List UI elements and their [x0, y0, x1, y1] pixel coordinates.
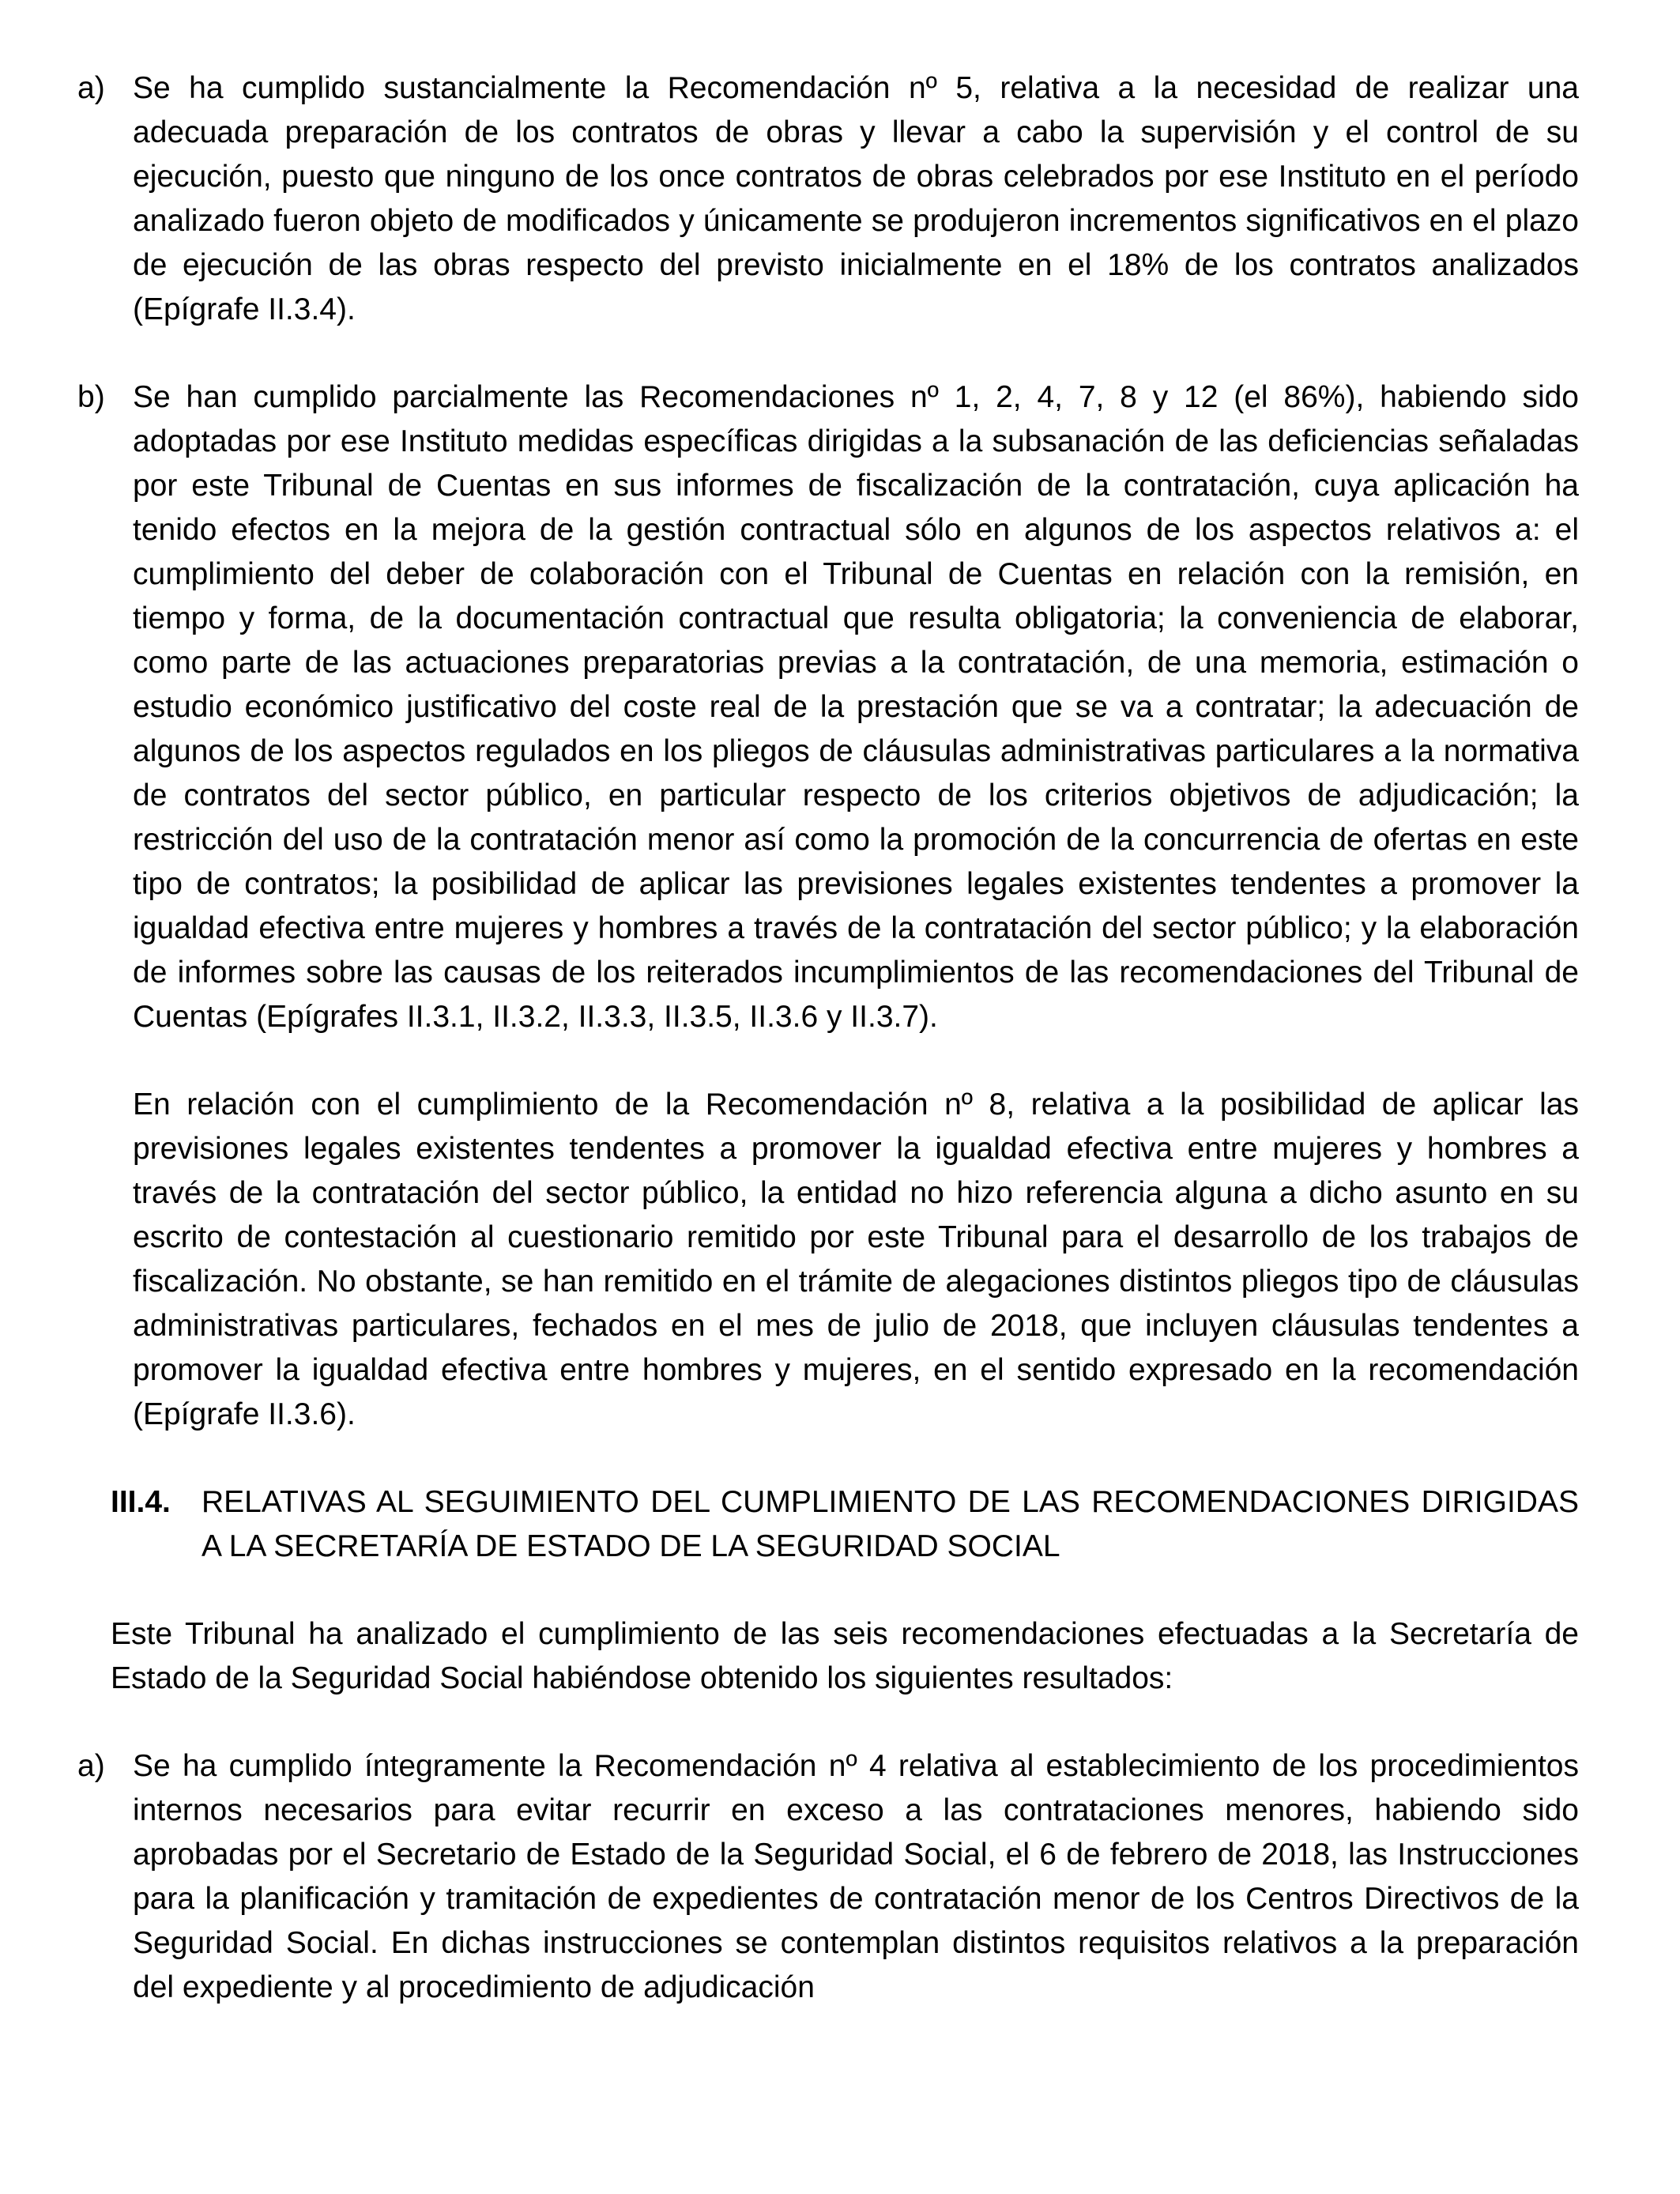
list-item-text: Se han cumplido parcialmente las Recomendaciones nº 1, 2, 4, 7, 8 y 12 (el 86%), habiendo sido adoptadas por ese Instituto medidas específicas dirigidas a la subsanación de las deficiencias señaladas por este Tribunal de Cuentas en sus informes de fiscalización de la contratación, cuya aplicación ha tenido efectos en la mejora de la gestión contractual sólo en algunos de los aspectos relativos a: el cumplimiento del deber de colaboración con el Tribunal de Cuentas en relación con la remisión, en tiempo y forma, de la documentación contractual que resulta obligatoria; la conveniencia de elaborar, como parte de las actuaciones preparatorias previas a la contratación, de una memoria, estimación o estudio económico justificativo del coste real de la prestación que se va a contratar; la adecuación de algunos de los aspectos regulados en los pliegos de cláusulas administrativas particulares a la normativa de contratos del sector público, en particular respecto de los criterios objetivos de adjudicación; la restricción del uso de la contratación menor así como la promoción de la concurrencia de ofertas en este tipo de contratos; la posibilidad de aplicar las previsiones legales existentes tendentes a promover la igualdad efectiva entre mujeres y hombres a través de la contratación del sector público; y la elaboración de informes sobre las causas de los reiterados incumplimientos de las recomendaciones del Tribunal de Cuentas (Epígrafes II.3.1, II.3.2, II.3.3, II.3.5, II.3.6 y II.3.7).	[133, 380, 1579, 1034]
section-number: III.4.	[111, 1485, 171, 1519]
continuation-paragraph: En relación con el cumplimiento de la Recomendación nº 8, relativa a la posibilidad de aplicar las previsiones legales existentes tendentes a promover la igualdad efectiva entre mujeres y hombres a través de la contratación del sector público, la entidad no hizo referencia alguna a dicho asunto en su escrito de contestación al cuestionario remitido por este Tribunal para el desarrollo de los trabajos de fiscalización. No obstante, se han remitido en el trámite de alegaciones distintos pliegos tipo de cláusulas administrativas particulares, fechados en el mes de julio de 2018, que incluyen cláusulas tendentes a promover la igualdad efectiva entre hombres y mujeres, en el sentido expresado en la recomendación (Epígrafe II.3.6).	[133, 1088, 1579, 1431]
section-heading	[0, 1480, 1680, 1569]
list-marker: a)	[77, 71, 105, 105]
section-title: RELATIVAS AL SEGUIMIENTO DEL CUMPLIMIENTO DE LAS RECOMENDACIONES DIRIGIDAS A LA SECRETARÍA DE ESTADO DE LA SEGURIDAD SOCIAL	[202, 1485, 1579, 1563]
list-item-a-final	[0, 1744, 1680, 2010]
document-body	[0, 66, 1680, 2010]
list-item-a	[0, 66, 1680, 332]
list-item-b	[0, 375, 1680, 1039]
section-intro-paragraph: Este Tribunal ha analizado el cumplimiento de las seis recomendaciones efectuadas a la Secretaría de Estado de la Seguridad Social habiéndose obtenido los siguientes resultados:	[111, 1617, 1579, 1695]
list-marker: a)	[77, 1749, 105, 1783]
list-marker: b)	[77, 380, 105, 414]
list-item-text: Se ha cumplido íntegramente la Recomendación nº 4 relativa al establecimiento de los procedimientos internos necesarios para evitar recurrir en exceso a las contrataciones menores, habiendo sido aprobadas por el Secretario de Estado de la Seguridad Social, el 6 de febrero de 2018, las Instrucciones para la planificación y tramitación de expedientes de contratación menor de los Centros Directivos de la Seguridad Social. En dichas instrucciones se contemplan distintos requisitos relativos a la preparación del expediente y al procedimiento de adjudicación	[133, 1749, 1579, 2004]
list-item-text: Se ha cumplido sustancialmente la Recomendación nº 5, relativa a la necesidad de realizar una adecuada preparación de los contratos de obras y llevar a cabo la supervisión y el control de su ejecución, puesto que ninguno de los once contratos de obras celebrados por ese Instituto en el período analizado fueron objeto de modificados y únicamente se produjeron incrementos significativos en el plazo de ejecución de las obras respecto del previsto inicialmente en el 18% de los contratos analizados (Epígrafe II.3.4).	[133, 71, 1579, 326]
